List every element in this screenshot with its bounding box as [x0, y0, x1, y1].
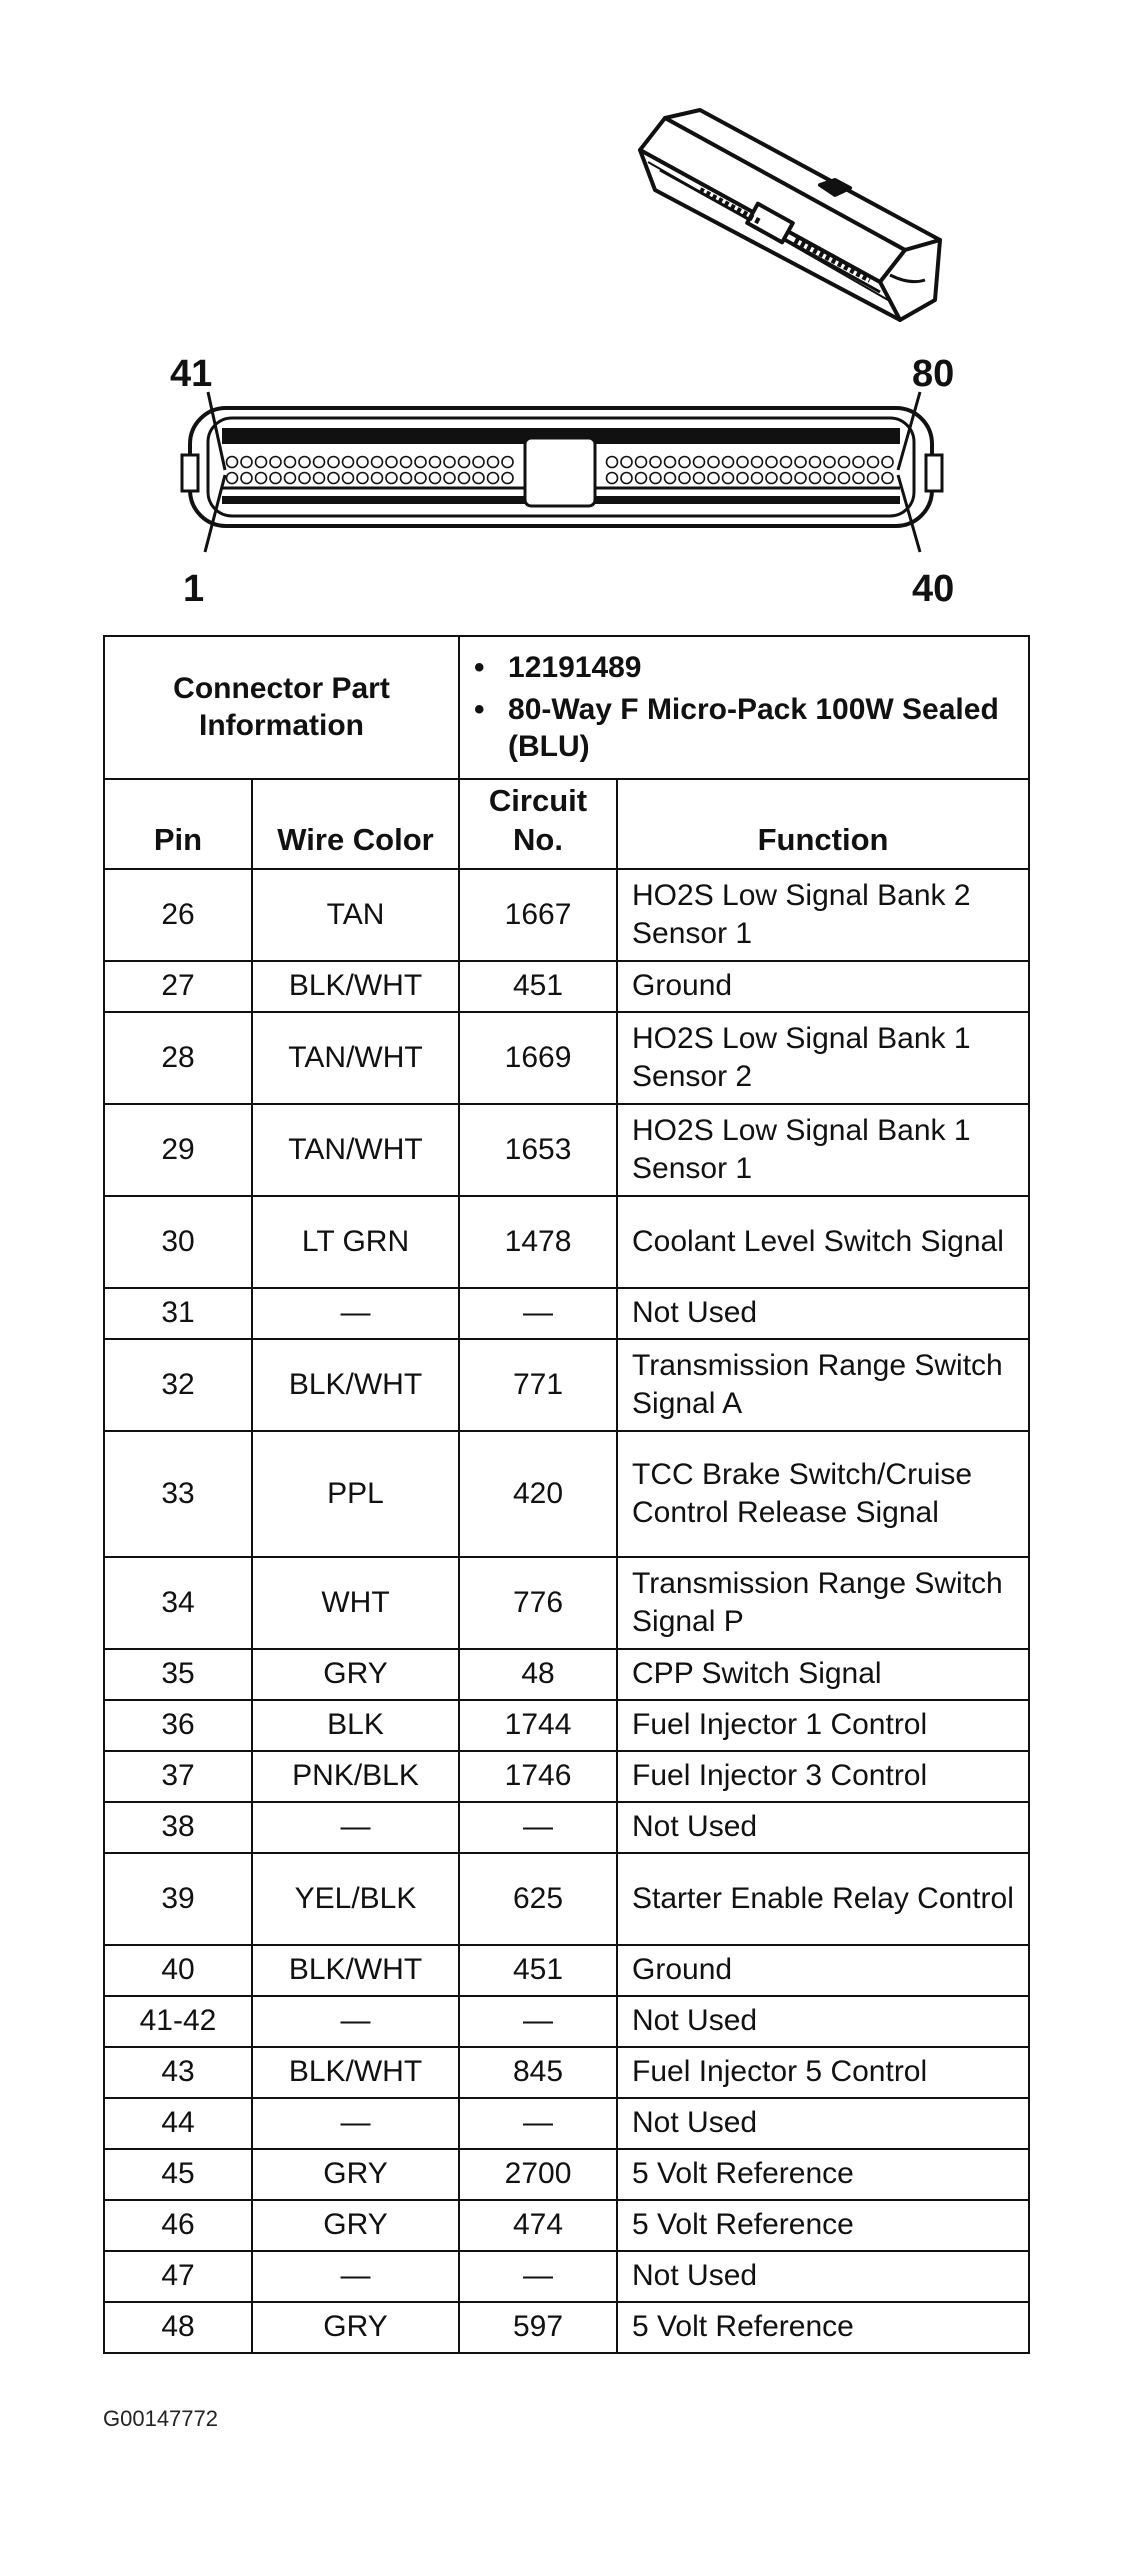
- pin-cavity: [607, 473, 618, 484]
- header-circuit: Circuit No.: [459, 779, 617, 869]
- circuit-cell: 1653: [459, 1104, 617, 1196]
- pin-cell: 36: [104, 1700, 252, 1751]
- circuit-cell: 845: [459, 2047, 617, 2098]
- circuit-cell: 771: [459, 1339, 617, 1431]
- table-row: [104, 2200, 1029, 2251]
- wire-color-cell: TAN: [252, 869, 459, 961]
- pin-cell: 31: [104, 1288, 252, 1339]
- pin-cavity: [343, 473, 354, 484]
- connector-illustration: [0, 0, 1124, 620]
- table-row: [104, 1104, 1029, 1196]
- function-cell: Transmission Range Switch Signal P: [617, 1557, 1029, 1649]
- wire-color-cell: BLK/WHT: [252, 961, 459, 1012]
- pin-cavity: [256, 473, 267, 484]
- pin-cell: 38: [104, 1802, 252, 1853]
- wire-color-cell: —: [252, 1996, 459, 2047]
- pin-cavity: [372, 457, 383, 468]
- pin-cell: 37: [104, 1751, 252, 1802]
- circuit-cell: 474: [459, 2200, 617, 2251]
- pin-cavity: [621, 457, 632, 468]
- pin-cavity: [386, 457, 397, 468]
- function-cell: CPP Switch Signal: [617, 1649, 1029, 1700]
- pin-cell: 41-42: [104, 1996, 252, 2047]
- circuit-cell: 776: [459, 1557, 617, 1649]
- pin-cavity: [415, 457, 426, 468]
- pin-cavity: [607, 457, 618, 468]
- function-cell: Fuel Injector 3 Control: [617, 1751, 1029, 1802]
- pin-cavity: [868, 473, 879, 484]
- pin-cavity: [241, 457, 252, 468]
- table-row: [104, 2251, 1029, 2302]
- pin-cavity: [502, 457, 513, 468]
- pin-cell: 34: [104, 1557, 252, 1649]
- pin-cavity: [285, 473, 296, 484]
- pin-cell: 45: [104, 2149, 252, 2200]
- function-cell: Not Used: [617, 1802, 1029, 1853]
- part-number: 12191489: [508, 651, 642, 684]
- wire-color-cell: PPL: [252, 1431, 459, 1557]
- circuit-cell: 597: [459, 2302, 617, 2353]
- table-row: [104, 1339, 1029, 1431]
- function-cell: Fuel Injector 1 Control: [617, 1700, 1029, 1751]
- function-cell: Coolant Level Switch Signal: [617, 1196, 1029, 1288]
- pin-label-40: 40: [912, 568, 955, 610]
- pin-cavity: [810, 473, 821, 484]
- bullet-icon: •: [474, 692, 485, 726]
- pin-cavity: [285, 457, 296, 468]
- table-row: [104, 1996, 1029, 2047]
- wire-color-cell: —: [252, 1288, 459, 1339]
- function-cell: 5 Volt Reference: [617, 2149, 1029, 2200]
- wire-color-cell: TAN/WHT: [252, 1012, 459, 1104]
- info-line: [474, 649, 1014, 687]
- circuit-cell: —: [459, 1288, 617, 1339]
- bullet-icon: •: [474, 651, 485, 684]
- wire-color-cell: —: [252, 1802, 459, 1853]
- table-row: [104, 2302, 1029, 2353]
- function-cell: 5 Volt Reference: [617, 2302, 1029, 2353]
- pin-cell: 35: [104, 1649, 252, 1700]
- pin-cavity: [328, 457, 339, 468]
- wire-color-cell: YEL/BLK: [252, 1853, 459, 1945]
- pin-cell: 26: [104, 869, 252, 961]
- pin-cavity: [839, 473, 850, 484]
- connector-description: 80-Way F Micro-Pack 100W Sealed (BLU): [508, 692, 999, 763]
- pin-cavity: [256, 457, 267, 468]
- pin-cavity: [241, 473, 252, 484]
- pin-cavity: [679, 457, 690, 468]
- wire-color-cell: BLK/WHT: [252, 1339, 459, 1431]
- pinout-table-container: [103, 635, 1028, 2354]
- connector-face-view: [182, 392, 942, 552]
- pin-cavity: [752, 457, 763, 468]
- pin-cell: 28: [104, 1012, 252, 1104]
- pin-cavity: [636, 457, 647, 468]
- pin-cavity: [444, 473, 455, 484]
- pin-cavity: [781, 473, 792, 484]
- pin-cavity: [401, 457, 412, 468]
- pin-cell: 46: [104, 2200, 252, 2251]
- pin-cavity: [752, 473, 763, 484]
- pin-cell: 33: [104, 1431, 252, 1557]
- pin-cell: 27: [104, 961, 252, 1012]
- table-row: [104, 2047, 1029, 2098]
- pin-cavity: [795, 473, 806, 484]
- info-row: [104, 636, 1029, 779]
- header-pin: Pin: [104, 779, 252, 869]
- table-row: [104, 1288, 1029, 1339]
- wire-color-cell: GRY: [252, 2200, 459, 2251]
- circuit-cell: 1746: [459, 1751, 617, 1802]
- pin-cell: 40: [104, 1945, 252, 1996]
- circuit-cell: —: [459, 2251, 617, 2302]
- header-function: Function: [617, 779, 1029, 869]
- pin-cell: 43: [104, 2047, 252, 2098]
- function-cell: HO2S Low Signal Bank 2 Sensor 1: [617, 869, 1029, 961]
- table-row: [104, 1431, 1029, 1557]
- table-row: [104, 2149, 1029, 2200]
- pin-cavity: [694, 457, 705, 468]
- table-row: [104, 1649, 1029, 1700]
- wire-color-cell: TAN/WHT: [252, 1104, 459, 1196]
- pin-cavity: [679, 473, 690, 484]
- pin-cavity: [415, 473, 426, 484]
- pin-cavity: [795, 457, 806, 468]
- table-row: [104, 961, 1029, 1012]
- table-row: [104, 1945, 1029, 1996]
- pin-cavity: [488, 457, 499, 468]
- pin-cavity: [723, 473, 734, 484]
- pin-cavity: [737, 457, 748, 468]
- wire-color-cell: WHT: [252, 1557, 459, 1649]
- pin-cavity: [459, 457, 470, 468]
- pin-cell: 47: [104, 2251, 252, 2302]
- wire-color-cell: GRY: [252, 2302, 459, 2353]
- circuit-cell: —: [459, 1802, 617, 1853]
- function-cell: Not Used: [617, 1996, 1029, 2047]
- pin-cavity: [708, 457, 719, 468]
- pin-label-41: 41: [170, 353, 213, 395]
- function-cell: Not Used: [617, 1288, 1029, 1339]
- circuit-cell: 1667: [459, 869, 617, 961]
- pin-cell: 39: [104, 1853, 252, 1945]
- pin-cell: 30: [104, 1196, 252, 1288]
- pin-cavity: [636, 473, 647, 484]
- function-cell: Ground: [617, 961, 1029, 1012]
- function-cell: HO2S Low Signal Bank 1 Sensor 1: [617, 1104, 1029, 1196]
- header-row: [104, 779, 1029, 869]
- circuit-cell: —: [459, 1996, 617, 2047]
- pin-cavity: [314, 473, 325, 484]
- circuit-cell: 1669: [459, 1012, 617, 1104]
- table-row: [104, 1557, 1029, 1649]
- pin-cavity: [694, 473, 705, 484]
- pin-cavity: [430, 457, 441, 468]
- pin-cavity: [270, 473, 281, 484]
- wire-color-cell: GRY: [252, 1649, 459, 1700]
- wire-color-cell: BLK: [252, 1700, 459, 1751]
- function-cell: Not Used: [617, 2098, 1029, 2149]
- info-label: Connector Part Information: [104, 636, 459, 779]
- pin-cavity: [343, 457, 354, 468]
- pin-cavity: [781, 457, 792, 468]
- pin-cavity: [766, 473, 777, 484]
- pin-label-1: 1: [183, 568, 205, 610]
- function-cell: TCC Brake Switch/Cruise Control Release Signal: [617, 1431, 1029, 1557]
- pin-cavity: [444, 457, 455, 468]
- pin-cavity: [650, 473, 661, 484]
- pin-cavity: [488, 473, 499, 484]
- function-cell: Transmission Range Switch Signal A: [617, 1339, 1029, 1431]
- pin-cavity: [839, 457, 850, 468]
- table-row: [104, 1802, 1029, 1853]
- table-row: [104, 1700, 1029, 1751]
- circuit-cell: 420: [459, 1431, 617, 1557]
- table-row: [104, 2098, 1029, 2149]
- header-wire-color: Wire Color: [252, 779, 459, 869]
- circuit-cell: 625: [459, 1853, 617, 1945]
- wire-color-cell: —: [252, 2098, 459, 2149]
- pin-cavity: [810, 457, 821, 468]
- wire-color-cell: BLK/WHT: [252, 1945, 459, 1996]
- pin-cavity: [708, 473, 719, 484]
- function-cell: Starter Enable Relay Control: [617, 1853, 1029, 1945]
- circuit-cell: 2700: [459, 2149, 617, 2200]
- pin-label-80: 80: [912, 353, 955, 395]
- pin-cavity: [430, 473, 441, 484]
- circuit-cell: —: [459, 2098, 617, 2149]
- pin-cavity: [766, 457, 777, 468]
- function-cell: Ground: [617, 1945, 1029, 1996]
- table-row: [104, 869, 1029, 961]
- pin-cavity: [270, 457, 281, 468]
- pin-cavity: [372, 473, 383, 484]
- pin-cell: 29: [104, 1104, 252, 1196]
- table-row: [104, 1853, 1029, 1945]
- pin-cavity: [328, 473, 339, 484]
- wire-color-cell: LT GRN: [252, 1196, 459, 1288]
- circuit-cell: 48: [459, 1649, 617, 1700]
- pin-cavity: [314, 457, 325, 468]
- pin-cell: 32: [104, 1339, 252, 1431]
- pin-cavity: [459, 473, 470, 484]
- table-row: [104, 1196, 1029, 1288]
- circuit-cell: 451: [459, 961, 617, 1012]
- info-line: [474, 691, 1014, 766]
- pin-cavity: [386, 473, 397, 484]
- pin-cavity: [227, 473, 238, 484]
- function-cell: 5 Volt Reference: [617, 2200, 1029, 2251]
- info-values: [459, 636, 1029, 779]
- pin-cavity: [357, 457, 368, 468]
- pin-cavity: [824, 457, 835, 468]
- pin-cavity: [621, 473, 632, 484]
- wire-color-cell: PNK/BLK: [252, 1751, 459, 1802]
- pin-cavity: [299, 457, 310, 468]
- pin-cavity: [357, 473, 368, 484]
- function-cell: Not Used: [617, 2251, 1029, 2302]
- pin-cavity: [882, 457, 893, 468]
- table-row: [104, 1012, 1029, 1104]
- pin-cavity: [299, 473, 310, 484]
- pin-cell: 44: [104, 2098, 252, 2149]
- wire-color-cell: BLK/WHT: [252, 2047, 459, 2098]
- pin-cavity: [737, 473, 748, 484]
- circuit-cell: 1744: [459, 1700, 617, 1751]
- pin-cavity: [227, 457, 238, 468]
- function-cell: Fuel Injector 5 Control: [617, 2047, 1029, 2098]
- figure-id: G00147772: [103, 2406, 218, 2431]
- pin-cavity: [473, 473, 484, 484]
- table-row: [104, 1751, 1029, 1802]
- pin-cavity: [853, 473, 864, 484]
- connector-3d-view: [640, 110, 940, 320]
- pin-cavity: [665, 457, 676, 468]
- pin-cavity: [868, 457, 879, 468]
- pin-cavity: [853, 457, 864, 468]
- pin-cavity: [723, 457, 734, 468]
- function-cell: HO2S Low Signal Bank 1 Sensor 2: [617, 1012, 1029, 1104]
- pin-cavity: [650, 457, 661, 468]
- circuit-cell: 1478: [459, 1196, 617, 1288]
- pin-cavity: [401, 473, 412, 484]
- pinout-table: [103, 635, 1030, 2354]
- circuit-cell: 451: [459, 1945, 617, 1996]
- wire-color-cell: GRY: [252, 2149, 459, 2200]
- wire-color-cell: —: [252, 2251, 459, 2302]
- pin-cavity: [473, 457, 484, 468]
- pin-cell: 48: [104, 2302, 252, 2353]
- pin-cavity: [882, 473, 893, 484]
- pin-cavity: [665, 473, 676, 484]
- pin-cavity: [502, 473, 513, 484]
- pin-cavity: [824, 473, 835, 484]
